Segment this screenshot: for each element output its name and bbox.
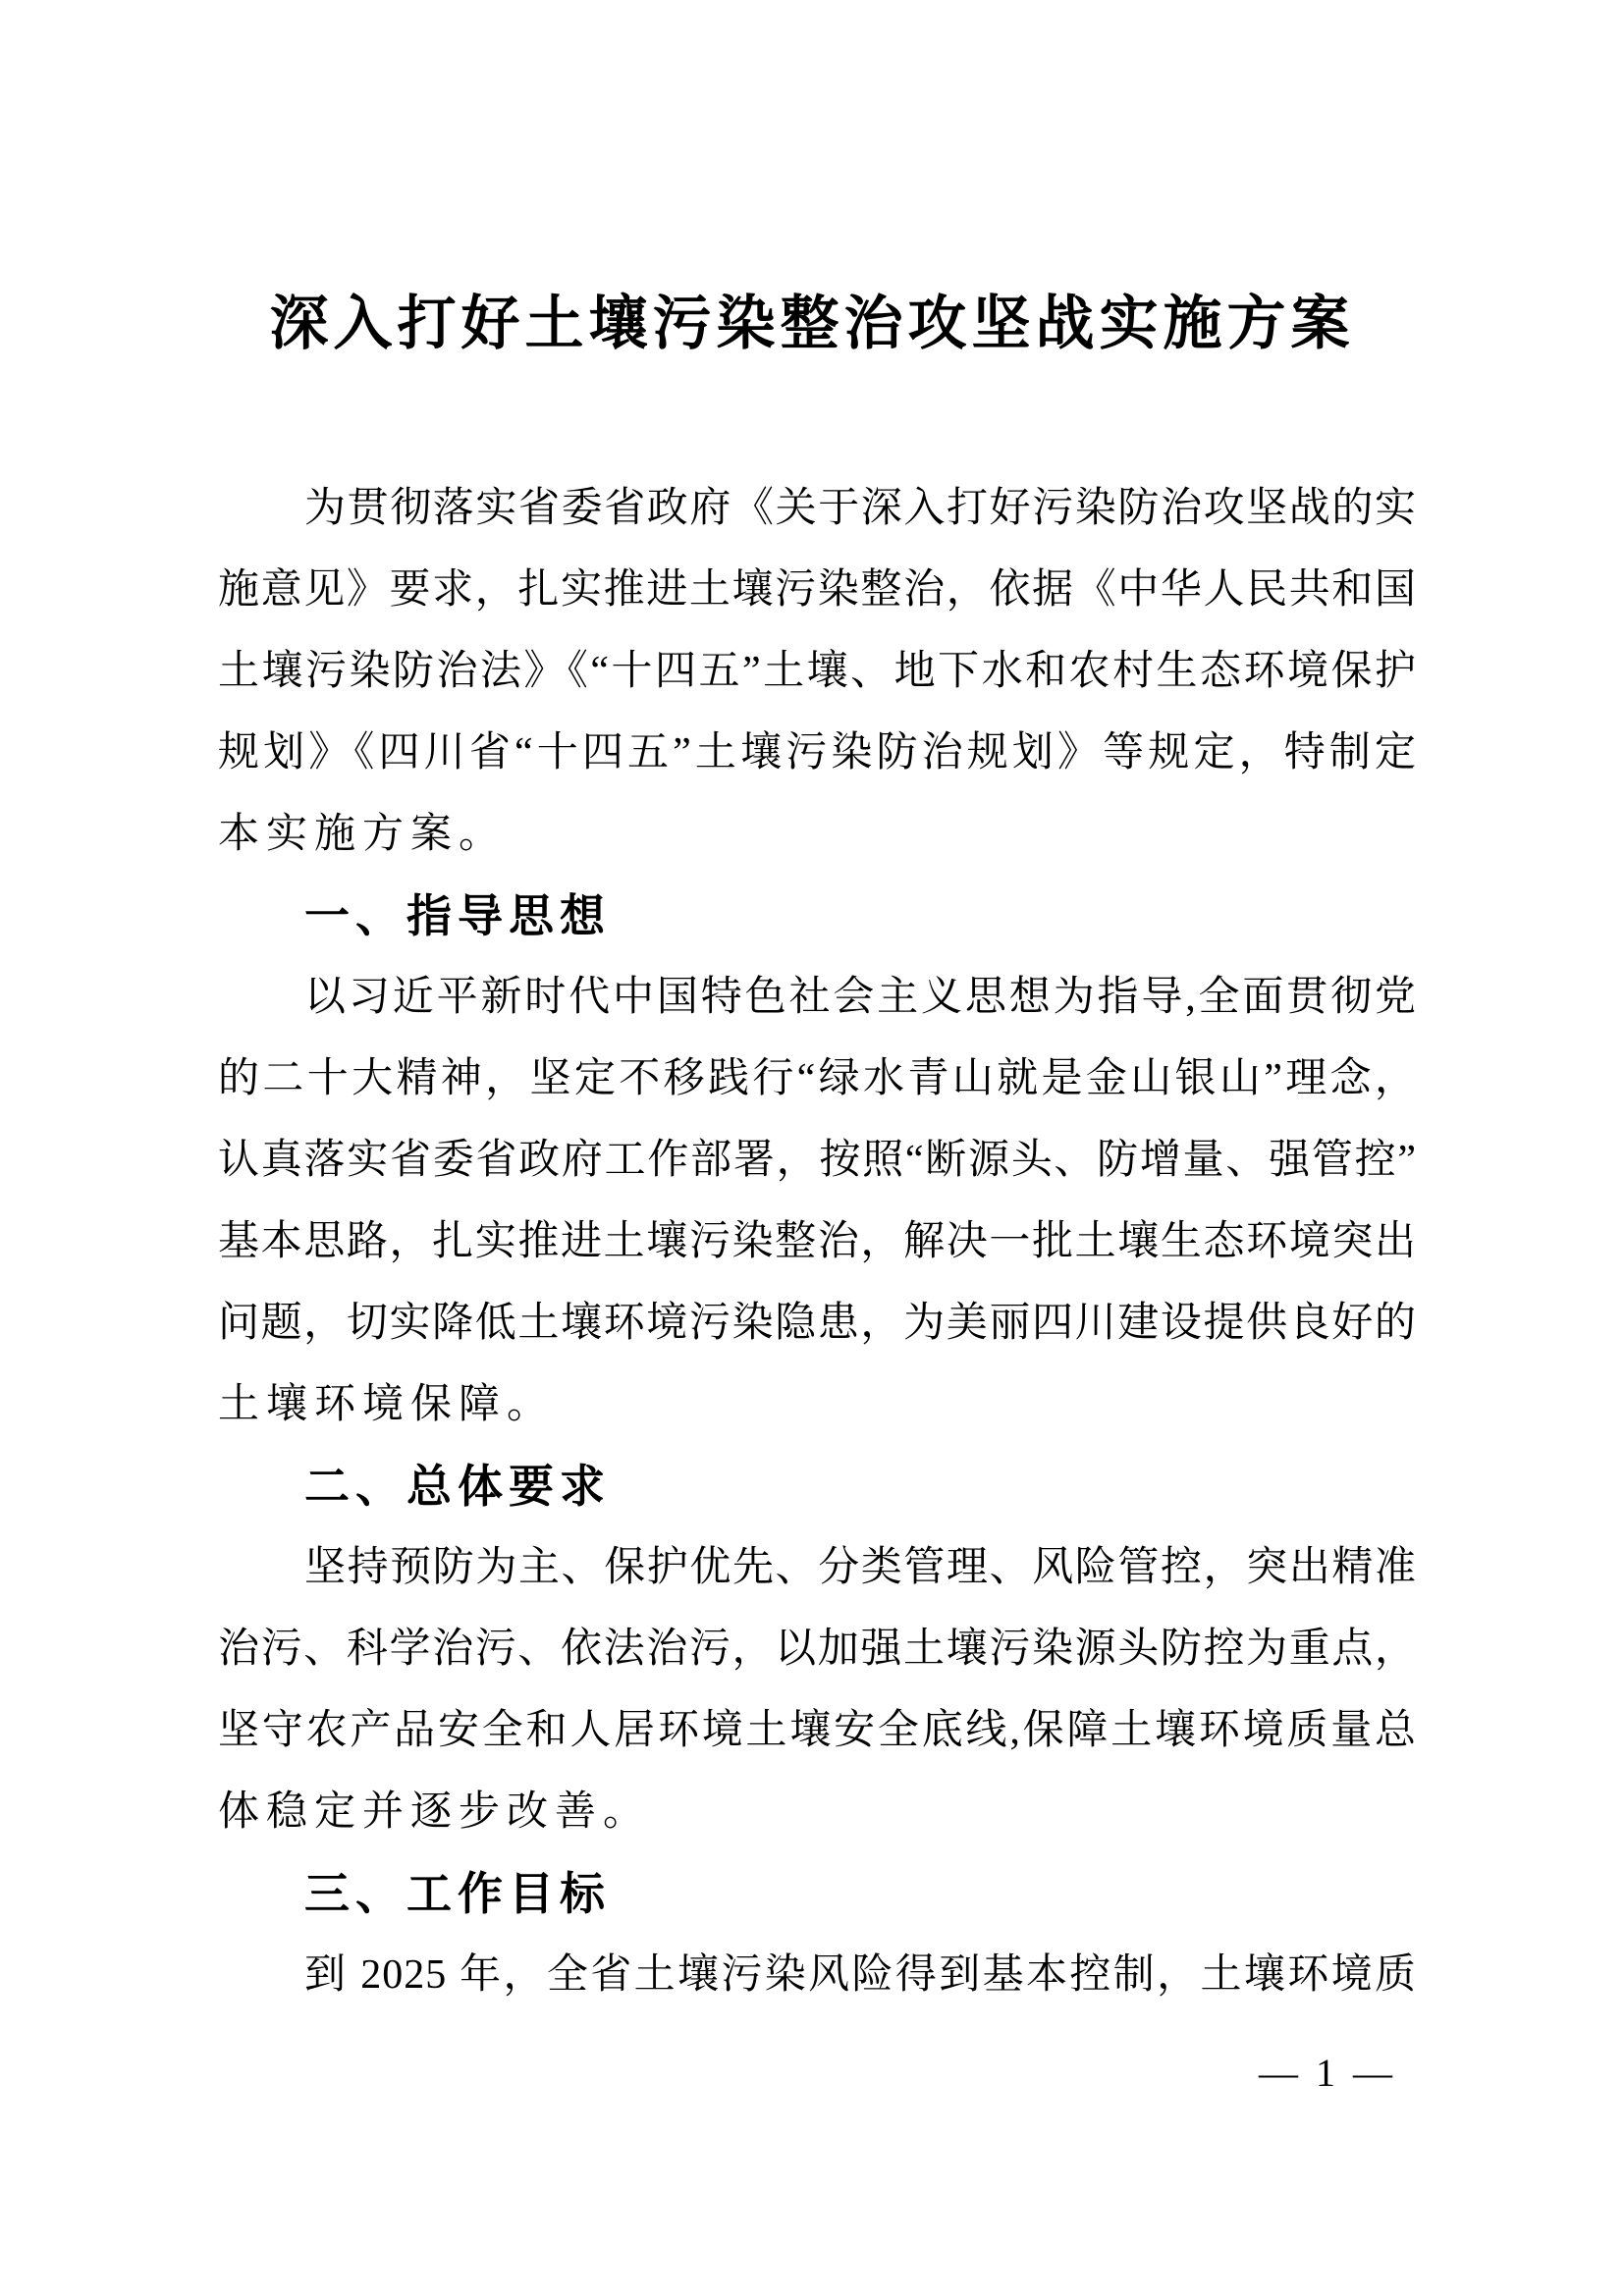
section-heading: 一、指导思想 [304, 890, 611, 941]
document-body [218, 468, 1417, 2016]
page-number: — 1 — [1259, 2051, 1396, 2095]
text-line: 体稳定并逐步改善。 [218, 1789, 652, 1835]
text-line: 为贯彻落实省委省政府《关于深入打好污染防治攻坚战的实 [304, 486, 1417, 531]
section-heading: 二、总体要求 [304, 1461, 611, 1512]
text-line: 坚守农产品安全和人居环境土壤安全底线,保障土壤环境质量总 [218, 1708, 1417, 1753]
text-line: 坚持预防为主、保护优先、分类管理、风险管控，突出精准 [304, 1545, 1417, 1590]
text-line: 施意见》要求，扎实推进土壤污染整治，依据《中华人民共和国 [218, 567, 1417, 613]
text-line: 土壤污染防治法》《“十四五”土壤、地下水和农村生态环境保护 [218, 649, 1417, 694]
section-heading: 三、工作目标 [304, 1868, 611, 1919]
text-line: 基本思路，扎实推进土壤污染整治，解决一批土壤生态环境突出 [218, 1219, 1417, 1264]
text-line: 认真落实省委省政府工作部署，按照“断源头、防增量、强管控” [218, 1138, 1417, 1183]
text-line: 规划》《四川省“十四五”土壤污染防治规划》等规定，特制定 [218, 730, 1417, 775]
text-line: 治污、科学治污、依法治污，以加强土壤污染源头防控为重点， [218, 1627, 1417, 1672]
text-line: 到 2025 年，全省土壤污染风险得到基本控制，土壤环境质 [304, 1952, 1417, 1998]
document-title: 深入打好土壤污染整治攻坚战实施方案 [269, 292, 1355, 356]
text-line: 问题，切实降低土壤环境污染隐患，为美丽四川建设提供良好的 [218, 1301, 1417, 1346]
text-line: 的二十大精神，坚定不移践行“绿水青山就是金山银山”理念， [218, 1056, 1417, 1101]
text-line: 以习近平新时代中国特色社会主义思想为指导,全面贯彻党 [304, 975, 1417, 1020]
text-line: 土壤环境保障。 [218, 1382, 556, 1427]
text-line: 本实施方案。 [218, 812, 508, 857]
